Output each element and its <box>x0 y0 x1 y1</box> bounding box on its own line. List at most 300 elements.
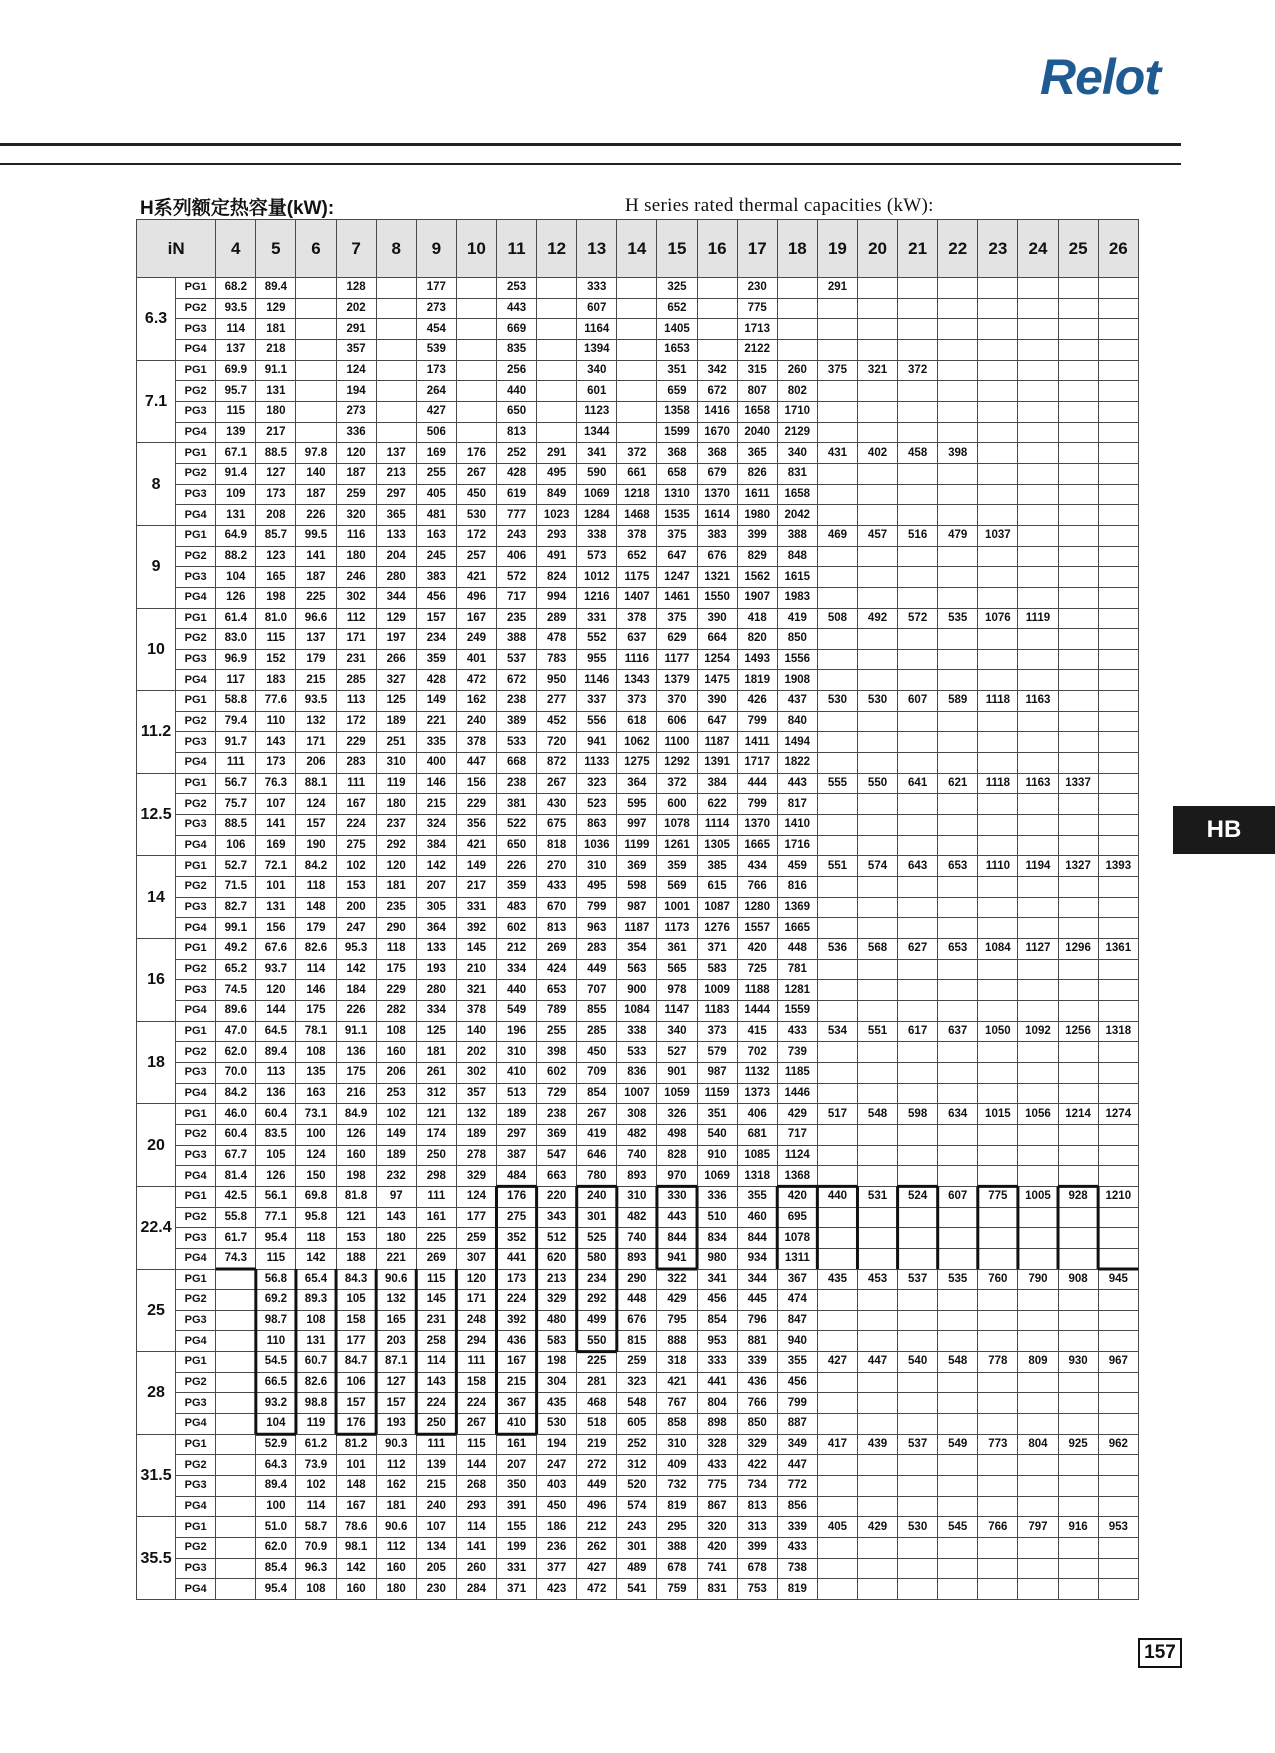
capacity-cell: 224 <box>416 1393 456 1414</box>
capacity-cell: 205 <box>416 1558 456 1579</box>
capacity-cell: 81.4 <box>216 1166 256 1187</box>
capacity-cell <box>978 546 1018 567</box>
capacity-cell: 1550 <box>697 587 737 608</box>
capacity-cell: 369 <box>617 856 657 877</box>
capacity-cell: 1983 <box>777 587 817 608</box>
capacity-cell <box>938 319 978 340</box>
capacity-cell: 118 <box>296 1228 336 1249</box>
capacity-cell <box>857 897 897 918</box>
capacity-cell: 114 <box>296 959 336 980</box>
table-row <box>137 1476 1139 1497</box>
capacity-cell <box>817 711 857 732</box>
capacity-cell: 221 <box>416 711 456 732</box>
capacity-cell: 783 <box>537 649 577 670</box>
capacity-cell: 114 <box>216 319 256 340</box>
capacity-cell <box>1018 1558 1058 1579</box>
capacity-cell <box>817 629 857 650</box>
capacity-cell: 156 <box>456 773 496 794</box>
capacity-cell: 180 <box>256 401 296 422</box>
pg-label-cell: PG1 <box>176 1269 216 1290</box>
capacity-cell <box>938 1207 978 1228</box>
capacity-cell: 85.4 <box>256 1558 296 1579</box>
table-row <box>137 897 1139 918</box>
capacity-cell: 262 <box>577 1538 617 1559</box>
capacity-cell: 149 <box>416 691 456 712</box>
capacity-cell: 607 <box>938 1186 978 1207</box>
capacity-cell: 215 <box>496 1372 536 1393</box>
capacity-cell: 1261 <box>657 835 697 856</box>
capacity-cell: 238 <box>537 1104 577 1125</box>
capacity-cell <box>1098 1228 1138 1249</box>
capacity-cell: 333 <box>697 1352 737 1373</box>
capacity-cell: 82.6 <box>296 939 336 960</box>
capacity-cell: 95.3 <box>336 939 376 960</box>
capacity-cell: 302 <box>336 587 376 608</box>
capacity-cell: 237 <box>376 815 416 836</box>
capacity-cell: 533 <box>496 732 536 753</box>
capacity-cell: 307 <box>456 1248 496 1269</box>
capacity-cell <box>857 1496 897 1517</box>
capacity-cell <box>938 1538 978 1559</box>
capacity-cell: 457 <box>857 525 897 546</box>
pg-label-cell: PG4 <box>176 1166 216 1187</box>
capacity-cell <box>1018 360 1058 381</box>
capacity-cell: 1059 <box>657 1083 697 1104</box>
table-row <box>137 1434 1139 1455</box>
capacity-cell: 367 <box>496 1393 536 1414</box>
ratio-cell: 22.4 <box>137 1186 176 1269</box>
capacity-cell <box>1018 918 1058 939</box>
capacity-cell: 225 <box>296 587 336 608</box>
capacity-cell: 1344 <box>577 422 617 443</box>
capacity-cell: 269 <box>416 1248 456 1269</box>
capacity-cell: 1163 <box>1018 691 1058 712</box>
column-header: 14 <box>617 220 657 278</box>
capacity-cell: 196 <box>496 1021 536 1042</box>
capacity-cell <box>456 360 496 381</box>
capacity-cell: 1599 <box>657 422 697 443</box>
capacity-cell: 113 <box>336 691 376 712</box>
capacity-cell <box>978 587 1018 608</box>
capacity-cell: 102 <box>376 1104 416 1125</box>
capacity-cell <box>817 1310 857 1331</box>
capacity-cell: 409 <box>657 1455 697 1476</box>
capacity-cell: 157 <box>376 1393 416 1414</box>
capacity-cell: 55.8 <box>216 1207 256 1228</box>
capacity-cell <box>1058 505 1098 526</box>
capacity-cell: 204 <box>376 546 416 567</box>
table-row <box>137 546 1139 567</box>
pg-label-cell: PG2 <box>176 1207 216 1228</box>
column-header: 22 <box>938 220 978 278</box>
capacity-cell: 210 <box>456 959 496 980</box>
capacity-cell <box>817 1062 857 1083</box>
capacity-cell: 987 <box>617 897 657 918</box>
pg-label-cell: PG3 <box>176 815 216 836</box>
capacity-cell: 1216 <box>577 587 617 608</box>
capacity-cell: 433 <box>697 1455 737 1476</box>
capacity-cell: 799 <box>577 897 617 918</box>
capacity-cell: 357 <box>456 1083 496 1104</box>
capacity-cell <box>857 567 897 588</box>
column-header: 24 <box>1018 220 1058 278</box>
capacity-cell: 334 <box>496 959 536 980</box>
capacity-cell <box>216 1269 256 1290</box>
table-row <box>137 422 1139 443</box>
capacity-cell <box>1058 1166 1098 1187</box>
capacity-cell: 293 <box>456 1496 496 1517</box>
capacity-cell: 221 <box>376 1248 416 1269</box>
capacity-cell: 387 <box>496 1145 536 1166</box>
capacity-cell <box>898 1145 938 1166</box>
capacity-cell: 131 <box>216 505 256 526</box>
capacity-cell <box>857 422 897 443</box>
capacity-cell: 371 <box>697 939 737 960</box>
capacity-cell <box>817 649 857 670</box>
capacity-cell: 224 <box>496 1290 536 1311</box>
capacity-cell <box>216 1331 256 1352</box>
capacity-cell: 435 <box>817 1269 857 1290</box>
capacity-cell <box>1058 1042 1098 1063</box>
capacity-cell <box>216 1393 256 1414</box>
column-header: 17 <box>737 220 777 278</box>
capacity-cell <box>978 1476 1018 1497</box>
capacity-cell: 1907 <box>737 587 777 608</box>
capacity-cell: 580 <box>577 1248 617 1269</box>
capacity-cell: 198 <box>336 1166 376 1187</box>
column-header: 6 <box>296 220 336 278</box>
capacity-cell: 220 <box>537 1186 577 1207</box>
capacity-cell <box>376 360 416 381</box>
capacity-cell: 160 <box>376 1558 416 1579</box>
table-row <box>137 1083 1139 1104</box>
capacity-cell: 420 <box>697 1538 737 1559</box>
capacity-cell: 259 <box>456 1228 496 1249</box>
capacity-cell <box>216 1310 256 1331</box>
capacity-cell: 410 <box>496 1414 536 1435</box>
capacity-cell: 456 <box>697 1290 737 1311</box>
capacity-cell: 818 <box>537 835 577 856</box>
capacity-cell: 422 <box>737 1455 777 1476</box>
pg-label-cell: PG1 <box>176 278 216 299</box>
capacity-cell <box>1098 525 1138 546</box>
capacity-cell <box>898 670 938 691</box>
capacity-cell: 537 <box>898 1269 938 1290</box>
capacity-cell <box>216 1476 256 1497</box>
capacity-cell: 607 <box>898 691 938 712</box>
capacity-cell: 637 <box>617 629 657 650</box>
capacity-cell: 391 <box>496 1496 536 1517</box>
capacity-cell: 91.7 <box>216 732 256 753</box>
capacity-cell <box>978 732 1018 753</box>
pg-label-cell: PG3 <box>176 649 216 670</box>
capacity-cell: 602 <box>496 918 536 939</box>
capacity-cell: 607 <box>577 298 617 319</box>
capacity-cell: 157 <box>336 1393 376 1414</box>
pg-label-cell: PG1 <box>176 1186 216 1207</box>
capacity-cell: 149 <box>456 856 496 877</box>
capacity-cell <box>938 753 978 774</box>
capacity-cell: 804 <box>697 1393 737 1414</box>
table-row <box>137 835 1139 856</box>
capacity-cell: 93.5 <box>216 298 256 319</box>
capacity-cell: 1118 <box>978 773 1018 794</box>
capacity-cell: 453 <box>857 1269 897 1290</box>
capacity-cell <box>898 422 938 443</box>
capacity-cell <box>1098 608 1138 629</box>
capacity-cell <box>817 1476 857 1497</box>
capacity-cell <box>1058 1145 1098 1166</box>
pg-label-cell: PG3 <box>176 1476 216 1497</box>
capacity-cell: 1173 <box>657 918 697 939</box>
capacity-cell: 212 <box>577 1517 617 1538</box>
capacity-cell: 646 <box>577 1145 617 1166</box>
capacity-cell <box>938 360 978 381</box>
capacity-cell: 421 <box>657 1372 697 1393</box>
capacity-cell: 96.3 <box>296 1558 336 1579</box>
capacity-cell: 290 <box>376 918 416 939</box>
capacity-cell: 1494 <box>777 732 817 753</box>
capacity-cell <box>898 794 938 815</box>
capacity-cell <box>938 298 978 319</box>
capacity-cell: 160 <box>336 1579 376 1600</box>
capacity-cell <box>1098 1166 1138 1187</box>
capacity-cell: 175 <box>376 959 416 980</box>
capacity-cell: 573 <box>577 546 617 567</box>
capacity-cell: 292 <box>577 1290 617 1311</box>
capacity-cell: 156 <box>256 918 296 939</box>
capacity-cell: 1446 <box>777 1083 817 1104</box>
capacity-cell <box>1098 1145 1138 1166</box>
table-row <box>137 1207 1139 1228</box>
capacity-cell: 420 <box>737 939 777 960</box>
capacity-cell: 637 <box>938 1021 978 1042</box>
capacity-cell: 480 <box>537 1310 577 1331</box>
capacity-cell <box>978 1310 1018 1331</box>
capacity-cell: 51.0 <box>256 1517 296 1538</box>
capacity-cell <box>1018 1496 1058 1517</box>
capacity-cell: 760 <box>978 1269 1018 1290</box>
capacity-cell <box>1018 1455 1058 1476</box>
capacity-cell: 1343 <box>617 670 657 691</box>
capacity-cell: 482 <box>617 1124 657 1145</box>
pg-label-cell: PG4 <box>176 505 216 526</box>
capacity-cell: 1311 <box>777 1248 817 1269</box>
capacity-cell <box>938 711 978 732</box>
capacity-cell: 429 <box>777 1104 817 1125</box>
capacity-cell: 359 <box>657 856 697 877</box>
pg-label-cell: PG2 <box>176 1290 216 1311</box>
capacity-cell: 945 <box>1098 1269 1138 1290</box>
capacity-cell: 52.7 <box>216 856 256 877</box>
capacity-cell: 427 <box>817 1352 857 1373</box>
capacity-cell: 344 <box>376 587 416 608</box>
capacity-cell: 310 <box>657 1434 697 1455</box>
capacity-cell: 406 <box>737 1104 777 1125</box>
capacity-cell: 672 <box>697 381 737 402</box>
capacity-cell <box>817 1000 857 1021</box>
capacity-cell: 1411 <box>737 732 777 753</box>
capacity-cell: 1085 <box>737 1145 777 1166</box>
capacity-cell: 732 <box>657 1476 697 1497</box>
capacity-cell: 802 <box>777 381 817 402</box>
capacity-cell <box>817 794 857 815</box>
capacity-cell: 181 <box>376 1496 416 1517</box>
capacity-cell: 1658 <box>777 484 817 505</box>
capacity-cell <box>938 1579 978 1600</box>
capacity-cell: 119 <box>296 1414 336 1435</box>
capacity-cell: 282 <box>376 1000 416 1021</box>
table-row <box>137 815 1139 836</box>
capacity-cell <box>898 1166 938 1187</box>
capacity-cell: 550 <box>857 773 897 794</box>
table-row <box>137 1042 1139 1063</box>
capacity-cell: 940 <box>777 1331 817 1352</box>
capacity-cell: 78.6 <box>336 1517 376 1538</box>
pg-label-cell: PG4 <box>176 1000 216 1021</box>
capacity-cell: 313 <box>737 1517 777 1538</box>
capacity-cell <box>1098 1579 1138 1600</box>
capacity-cell <box>857 629 897 650</box>
capacity-cell: 104 <box>216 567 256 588</box>
capacity-cell: 111 <box>456 1352 496 1373</box>
capacity-cell: 537 <box>898 1434 938 1455</box>
table-row <box>137 339 1139 360</box>
capacity-cell <box>1058 1310 1098 1331</box>
capacity-cell: 284 <box>456 1579 496 1600</box>
capacity-cell <box>938 1166 978 1187</box>
capacity-cell: 676 <box>697 546 737 567</box>
capacity-cell <box>938 959 978 980</box>
capacity-cell <box>1058 463 1098 484</box>
capacity-cell <box>938 1248 978 1269</box>
capacity-cell: 189 <box>376 1145 416 1166</box>
capacity-cell: 550 <box>577 1331 617 1352</box>
capacity-cell <box>1058 1393 1098 1414</box>
capacity-cell: 445 <box>737 1290 777 1311</box>
capacity-cell <box>857 505 897 526</box>
pg-label-cell: PG1 <box>176 525 216 546</box>
capacity-cell: 202 <box>336 298 376 319</box>
capacity-cell: 60.4 <box>256 1104 296 1125</box>
capacity-cell: 67.7 <box>216 1145 256 1166</box>
capacity-cell: 328 <box>697 1434 737 1455</box>
capacity-cell <box>617 298 657 319</box>
capacity-cell: 90.6 <box>376 1517 416 1538</box>
capacity-cell: 372 <box>898 360 938 381</box>
capacity-cell: 308 <box>617 1104 657 1125</box>
capacity-cell: 331 <box>577 608 617 629</box>
pg-label-cell: PG3 <box>176 1145 216 1166</box>
capacity-cell <box>857 1538 897 1559</box>
capacity-cell <box>938 505 978 526</box>
table-row <box>137 649 1139 670</box>
capacity-cell <box>857 1579 897 1600</box>
capacity-cell: 468 <box>577 1393 617 1414</box>
capacity-cell: 980 <box>697 1248 737 1269</box>
capacity-cell <box>1098 443 1138 464</box>
capacity-cell <box>1058 319 1098 340</box>
capacity-cell: 429 <box>657 1290 697 1311</box>
capacity-cell: 247 <box>537 1455 577 1476</box>
capacity-cell: 428 <box>416 670 456 691</box>
capacity-cell <box>1098 649 1138 670</box>
capacity-cell <box>898 1558 938 1579</box>
capacity-cell: 813 <box>496 422 536 443</box>
section-tab[interactable]: HB <box>1173 806 1275 854</box>
capacity-cell: 153 <box>336 1228 376 1249</box>
capacity-cell: 194 <box>336 381 376 402</box>
capacity-cell: 1092 <box>1018 1021 1058 1042</box>
capacity-cell: 664 <box>697 629 737 650</box>
capacity-cell <box>898 732 938 753</box>
pg-label-cell: PG3 <box>176 401 216 422</box>
capacity-cell: 224 <box>456 1393 496 1414</box>
capacity-cell: 766 <box>737 877 777 898</box>
capacity-cell <box>817 505 857 526</box>
capacity-cell: 175 <box>296 1000 336 1021</box>
capacity-cell <box>857 1000 897 1021</box>
capacity-cell: 268 <box>456 1476 496 1497</box>
capacity-cell: 280 <box>416 980 456 1001</box>
capacity-cell: 826 <box>737 463 777 484</box>
capacity-cell: 126 <box>256 1166 296 1187</box>
table-row <box>137 484 1139 505</box>
capacity-cell: 269 <box>537 939 577 960</box>
capacity-cell: 834 <box>697 1228 737 1249</box>
capacity-cell <box>456 401 496 422</box>
capacity-cell: 289 <box>537 608 577 629</box>
capacity-cell: 212 <box>496 939 536 960</box>
capacity-cell <box>938 794 978 815</box>
table-row <box>137 856 1139 877</box>
capacity-cell <box>1018 525 1058 546</box>
capacity-cell <box>898 505 938 526</box>
capacity-cell <box>857 1228 897 1249</box>
capacity-cell: 173 <box>496 1269 536 1290</box>
capacity-cell: 361 <box>657 939 697 960</box>
capacity-cell: 847 <box>777 1310 817 1331</box>
capacity-cell: 1361 <box>1098 939 1138 960</box>
capacity-cell: 600 <box>657 794 697 815</box>
capacity-cell: 180 <box>376 1228 416 1249</box>
capacity-cell <box>1058 732 1098 753</box>
capacity-cell: 1615 <box>777 567 817 588</box>
capacity-cell: 97 <box>376 1186 416 1207</box>
capacity-cell: 672 <box>496 670 536 691</box>
capacity-cell <box>216 1455 256 1476</box>
capacity-cell: 106 <box>336 1372 376 1393</box>
capacity-cell <box>817 1042 857 1063</box>
capacity-cell <box>898 897 938 918</box>
capacity-cell <box>1058 629 1098 650</box>
capacity-cell <box>857 319 897 340</box>
capacity-cell <box>697 298 737 319</box>
capacity-cell: 206 <box>296 753 336 774</box>
capacity-cell: 339 <box>737 1352 777 1373</box>
column-header: 23 <box>978 220 1018 278</box>
capacity-cell <box>1098 401 1138 422</box>
capacity-cell: 717 <box>777 1124 817 1145</box>
capacity-cell: 176 <box>336 1414 376 1435</box>
capacity-cell: 1007 <box>617 1083 657 1104</box>
capacity-cell: 56.8 <box>256 1269 296 1290</box>
capacity-cell <box>857 546 897 567</box>
capacity-cell <box>938 1331 978 1352</box>
capacity-cell: 322 <box>657 1269 697 1290</box>
capacity-cell <box>857 1393 897 1414</box>
capacity-cell: 180 <box>336 546 376 567</box>
